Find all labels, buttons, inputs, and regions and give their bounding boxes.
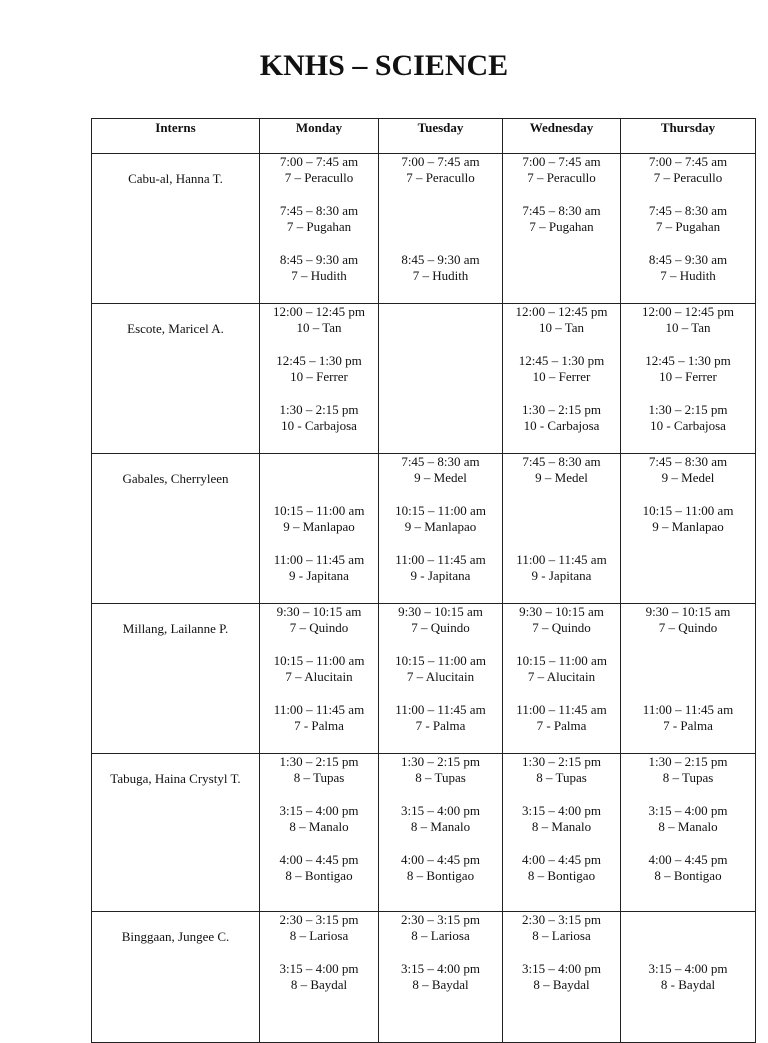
schedule-cell-tuesday	[379, 604, 503, 754]
schedule-cell-thursday	[621, 304, 756, 454]
schedule-cell-monday	[260, 454, 379, 604]
time-slot	[621, 304, 755, 353]
schedule-cell-wednesday	[503, 304, 621, 454]
slot-class: 7 – Hudith	[412, 268, 469, 283]
slot-time: 7:45 – 8:30 am	[522, 454, 601, 469]
slot-class: 7 – Pugahan	[286, 219, 352, 234]
schedule-cell-tuesday	[379, 304, 503, 454]
slot-class: 8 – Bontigao	[285, 868, 353, 883]
schedule-cell-monday	[260, 304, 379, 454]
time-slot	[621, 754, 755, 803]
intern-name: Gabales, Cherryleen	[92, 454, 260, 604]
time-slot	[621, 454, 755, 503]
slot-time: 12:45 – 1:30 pm	[518, 353, 605, 368]
slot-time: 10:15 – 11:00 am	[395, 503, 486, 518]
time-slot	[503, 754, 620, 803]
slot-time: 2:30 – 3:15 pm	[400, 912, 481, 927]
slot-class: 7 - Palma	[415, 718, 466, 733]
slot-time: 11:00 – 11:45 am	[273, 702, 365, 717]
slot-class: 7 – Quindo	[658, 620, 718, 635]
slot-time: 7:45 – 8:30 am	[648, 203, 728, 218]
slot-class: 7 - Palma	[536, 718, 587, 733]
slot-class: 7 – Hudith	[660, 268, 716, 283]
slot-class: 9 - Japitana	[289, 568, 349, 583]
schedule-table	[91, 118, 756, 1043]
schedule-cell-wednesday	[503, 754, 621, 912]
slot-class: 8 – Baydal	[533, 977, 590, 992]
time-slot	[379, 754, 502, 803]
time-slot	[503, 353, 620, 402]
empty-slot	[379, 353, 502, 402]
slot-time: 1:30 – 2:15 pm	[521, 402, 602, 417]
slot-class: 7 – Quindo	[411, 620, 470, 635]
slot-class: 7 – Pugahan	[529, 219, 594, 234]
time-slot	[260, 304, 378, 353]
time-slot	[379, 912, 502, 961]
schedule-cell-tuesday	[379, 754, 503, 912]
slot-time: 12:00 – 12:45 pm	[515, 304, 608, 319]
header-wednesday: Wednesday	[503, 119, 621, 154]
slot-class: 8 – Manalo	[410, 819, 471, 834]
slot-class: 10 – Tan	[296, 320, 342, 335]
header-monday: Monday	[260, 119, 379, 154]
slot-time: 3:15 – 4:00 pm	[521, 961, 602, 976]
slot-time: 9:30 – 10:15 am	[519, 604, 604, 619]
slot-time: 10:15 – 11:00 am	[516, 653, 607, 668]
slot-time: 7:00 – 7:45 am	[279, 154, 359, 169]
slot-class: 8 – Baydal	[412, 977, 469, 992]
time-slot	[621, 961, 755, 1010]
schedule-cell-monday	[260, 754, 379, 912]
slot-class: 8 – Tupas	[293, 770, 345, 785]
time-slot	[379, 852, 502, 901]
slot-class: 9 – Manlapao	[283, 519, 355, 534]
slot-class: 9 – Manlapao	[404, 519, 477, 534]
slot-class: 8 – Tupas	[536, 770, 587, 785]
time-slot	[260, 402, 378, 451]
slot-time: 9:30 – 10:15 am	[398, 604, 483, 619]
slot-class: 8 - Baydal	[660, 977, 716, 992]
slot-time: 10:15 – 11:00 am	[273, 503, 365, 518]
page-title: KNHS – SCIENCE	[259, 49, 509, 82]
time-slot	[379, 503, 502, 552]
slot-time: 8:45 – 9:30 am	[401, 252, 480, 267]
slot-time: 7:45 – 8:30 am	[648, 454, 728, 469]
slot-class: 8 – Lariosa	[411, 928, 470, 943]
intern-name: Cabu-al, Hanna T.	[92, 154, 260, 304]
schedule-cell-monday	[260, 912, 379, 1043]
slot-class: 9 – Manlapao	[652, 519, 724, 534]
table-row	[92, 604, 756, 754]
empty-slot	[621, 552, 755, 601]
time-slot	[379, 653, 502, 702]
time-slot	[260, 852, 378, 901]
slot-time: 9:30 – 10:15 am	[276, 604, 362, 619]
slot-time: 11:00 – 11:45 am	[273, 552, 365, 567]
time-slot	[621, 702, 755, 751]
time-slot	[621, 402, 755, 451]
slot-time: 7:00 – 7:45 am	[401, 154, 480, 169]
table-row	[92, 154, 756, 304]
empty-slot	[379, 402, 502, 451]
slot-time: 3:15 – 4:00 pm	[521, 803, 602, 818]
slot-class: 8 – Lariosa	[532, 928, 591, 943]
slot-class: 8 – Manalo	[531, 819, 592, 834]
schedule-cell-wednesday	[503, 454, 621, 604]
table-row	[92, 304, 756, 454]
time-slot	[503, 402, 620, 451]
slot-time: 10:15 – 11:00 am	[273, 653, 365, 668]
slot-time: 12:00 – 12:45 pm	[272, 304, 366, 319]
empty-slot	[621, 912, 755, 961]
schedule-cell-monday	[260, 154, 379, 304]
schedule-cell-monday	[260, 604, 379, 754]
slot-time: 9:30 – 10:15 am	[645, 604, 731, 619]
slot-time: 7:00 – 7:45 am	[648, 154, 728, 169]
slot-time: 11:00 – 11:45 am	[395, 552, 486, 567]
slot-class: 10 – Tan	[538, 320, 585, 335]
header-thursday: Thursday	[621, 119, 756, 154]
slot-time: 7:45 – 8:30 am	[401, 454, 480, 469]
slot-class: 7 – Alucitain	[527, 669, 596, 684]
time-slot	[260, 552, 378, 601]
time-slot	[379, 961, 502, 1010]
slot-time: 7:00 – 7:45 am	[522, 154, 601, 169]
schedule-cell-tuesday	[379, 912, 503, 1043]
time-slot	[260, 702, 378, 751]
empty-slot	[260, 454, 378, 503]
time-slot	[260, 154, 378, 203]
slot-class: 9 – Medel	[535, 470, 588, 485]
time-slot	[621, 803, 755, 852]
slot-time: 1:30 – 2:15 pm	[648, 402, 728, 417]
time-slot	[621, 154, 755, 203]
slot-class: 8 – Baydal	[290, 977, 348, 992]
slot-time: 10:15 – 11:00 am	[395, 653, 486, 668]
schedule-cell-tuesday	[379, 454, 503, 604]
slot-time: 8:45 – 9:30 am	[279, 252, 359, 267]
header-row	[92, 119, 756, 154]
time-slot	[260, 961, 378, 1010]
slot-class: 10 – Ferrer	[290, 369, 348, 384]
schedule-cell-thursday	[621, 154, 756, 304]
time-slot	[379, 252, 502, 301]
slot-time: 11:00 – 11:45 am	[642, 702, 734, 717]
slot-time: 2:30 – 3:15 pm	[279, 912, 359, 927]
slot-time: 11:00 – 11:45 am	[395, 702, 486, 717]
slot-time: 3:15 – 4:00 pm	[648, 803, 728, 818]
intern-name: Binggaan, Jungee C.	[92, 912, 260, 1043]
slot-time: 1:30 – 2:15 pm	[279, 754, 359, 769]
slot-class: 7 – Quindo	[532, 620, 591, 635]
table-row	[92, 912, 756, 1043]
slot-class: 7 – Peracullo	[653, 170, 723, 185]
slot-time: 3:15 – 4:00 pm	[400, 961, 481, 976]
slot-time: 11:00 – 11:45 am	[516, 702, 607, 717]
time-slot	[503, 961, 620, 1010]
schedule-cell-wednesday	[503, 912, 621, 1043]
time-slot	[503, 203, 620, 252]
time-slot	[621, 604, 755, 653]
intern-name: Millang, Lailanne P.	[92, 604, 260, 754]
time-slot	[260, 604, 378, 653]
slot-class: 10 - Carbajosa	[281, 418, 357, 433]
time-slot	[503, 702, 620, 751]
slot-class: 8 – Bontigao	[527, 868, 596, 883]
slot-time: 3:15 – 4:00 pm	[279, 961, 359, 976]
intern-name: Tabuga, Haina Crystyl T.	[92, 754, 260, 912]
slot-class: 8 – Bontigao	[406, 868, 475, 883]
slot-time: 2:30 – 3:15 pm	[521, 912, 602, 927]
slot-time: 12:45 – 1:30 pm	[276, 353, 362, 368]
time-slot	[503, 304, 620, 353]
schedule-cell-thursday	[621, 754, 756, 912]
slot-class: 7 – Alucitain	[285, 669, 353, 684]
empty-slot	[503, 503, 620, 552]
schedule-cell-wednesday	[503, 604, 621, 754]
slot-class: 8 – Bontigao	[654, 868, 722, 883]
slot-time: 1:30 – 2:15 pm	[521, 754, 602, 769]
slot-time: 10:15 – 11:00 am	[642, 503, 734, 518]
schedule-cell-thursday	[621, 912, 756, 1043]
slot-class: 8 – Tupas	[662, 770, 714, 785]
time-slot	[621, 353, 755, 402]
time-slot	[260, 912, 378, 961]
time-slot	[503, 912, 620, 961]
time-slot	[503, 454, 620, 503]
time-slot	[260, 503, 378, 552]
time-slot	[503, 604, 620, 653]
schedule-cell-thursday	[621, 604, 756, 754]
header-tuesday: Tuesday	[379, 119, 503, 154]
slot-class: 7 - Palma	[294, 718, 344, 733]
time-slot	[260, 754, 378, 803]
slot-class: 7 – Alucitain	[406, 669, 475, 684]
slot-time: 7:45 – 8:30 am	[522, 203, 601, 218]
time-slot	[621, 852, 755, 901]
slot-class: 7 – Peracullo	[284, 170, 354, 185]
time-slot	[379, 803, 502, 852]
slot-class: 10 – Ferrer	[659, 369, 717, 384]
time-slot	[503, 852, 620, 901]
slot-time: 12:00 – 12:45 pm	[641, 304, 735, 319]
time-slot	[379, 154, 502, 203]
schedule-cell-wednesday	[503, 154, 621, 304]
slot-class: 10 – Tan	[665, 320, 711, 335]
time-slot	[260, 252, 378, 301]
slot-class: 8 – Manalo	[289, 819, 349, 834]
slot-time: 1:30 – 2:15 pm	[400, 754, 481, 769]
time-slot	[621, 503, 755, 552]
time-slot	[503, 552, 620, 601]
slot-class: 7 – Peracullo	[406, 170, 475, 185]
slot-time: 4:00 – 4:45 pm	[400, 852, 481, 867]
slot-time: 3:15 – 4:00 pm	[400, 803, 481, 818]
slot-time: 8:45 – 9:30 am	[648, 252, 728, 267]
time-slot	[621, 252, 755, 301]
slot-class: 9 - Japitana	[410, 568, 471, 583]
slot-time: 4:00 – 4:45 pm	[279, 852, 359, 867]
header-interns: Interns	[92, 119, 260, 154]
empty-slot	[503, 252, 620, 301]
schedule-cell-thursday	[621, 454, 756, 604]
slot-class: 7 – Peracullo	[527, 170, 596, 185]
slot-time: 7:45 – 8:30 am	[279, 203, 359, 218]
time-slot	[260, 803, 378, 852]
slot-class: 7 – Quindo	[289, 620, 349, 635]
slot-class: 10 - Carbajosa	[650, 418, 726, 433]
time-slot	[621, 203, 755, 252]
time-slot	[503, 803, 620, 852]
time-slot	[260, 203, 378, 252]
slot-class: 10 – Ferrer	[532, 369, 591, 384]
slot-time: 3:15 – 4:00 pm	[648, 961, 728, 976]
table-row	[92, 754, 756, 912]
schedule-cell-tuesday	[379, 154, 503, 304]
slot-class: 9 – Medel	[414, 470, 467, 485]
intern-name: Escote, Maricel A.	[92, 304, 260, 454]
time-slot	[260, 353, 378, 402]
slot-class: 8 – Manalo	[658, 819, 718, 834]
slot-class: 8 – Lariosa	[289, 928, 349, 943]
slot-class: 8 – Tupas	[415, 770, 466, 785]
slot-class: 9 – Medel	[661, 470, 715, 485]
slot-class: 7 – Pugahan	[655, 219, 721, 234]
slot-time: 4:00 – 4:45 pm	[521, 852, 602, 867]
slot-class: 7 – Hudith	[291, 268, 347, 283]
time-slot	[379, 454, 502, 503]
slot-class: 7 - Palma	[663, 718, 713, 733]
slot-time: 11:00 – 11:45 am	[516, 552, 607, 567]
time-slot	[260, 653, 378, 702]
empty-slot	[621, 653, 755, 702]
time-slot	[503, 154, 620, 203]
time-slot	[503, 653, 620, 702]
slot-time: 3:15 – 4:00 pm	[279, 803, 359, 818]
slot-time: 1:30 – 2:15 pm	[279, 402, 359, 417]
slot-class: 9 - Japitana	[531, 568, 592, 583]
table-row	[92, 454, 756, 604]
slot-time: 4:00 – 4:45 pm	[648, 852, 728, 867]
slot-time: 1:30 – 2:15 pm	[648, 754, 728, 769]
empty-slot	[379, 203, 502, 252]
time-slot	[379, 552, 502, 601]
empty-slot	[379, 304, 502, 353]
time-slot	[379, 604, 502, 653]
time-slot	[379, 702, 502, 751]
slot-time: 12:45 – 1:30 pm	[645, 353, 731, 368]
slot-class: 10 - Carbajosa	[523, 418, 600, 433]
